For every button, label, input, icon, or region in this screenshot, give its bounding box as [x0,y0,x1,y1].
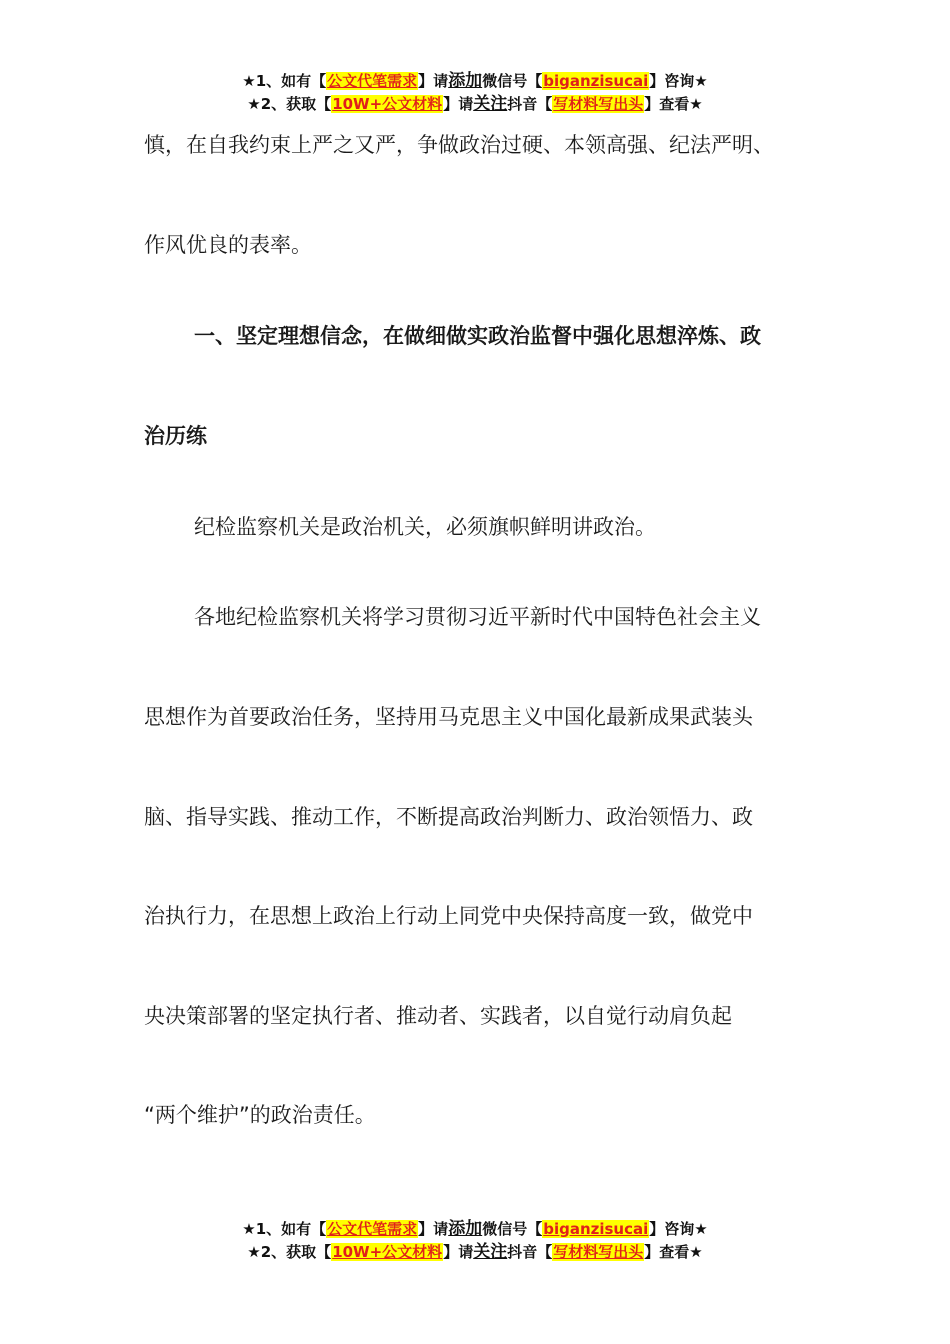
body-line: 作风优良的表率。 [144,233,312,257]
banner-line-1: ★1、如有【公文代笔需求】请添加微信号【biganzisucai】咨询★ [242,71,708,91]
body-line: 脑、指导实践、推动工作，不断提高政治判断力、政治领悟力、政 [144,805,753,829]
banner-line-1: ★1、如有【公文代笔需求】请添加微信号【biganzisucai】咨询★ [242,1219,708,1239]
wechat-id-highlight: biganzisucai [543,1220,649,1238]
body-line: 纪检监察机关是政治机关，必须旗帜鲜明讲政治。 [194,515,656,539]
body-line: 思想作为首要政治任务，坚持用马克思主义中国化最新成果武装头 [144,705,753,729]
follow-emphasis: 关注 [473,94,508,114]
add-emphasis: 添加 [448,71,483,91]
materials-highlight: 10W+公文材料 [332,95,443,113]
banner-line-2: ★2、获取【10W+公文材料】请关注抖音【写材料写出头】查看★ [247,94,703,114]
section-heading: 一、坚定理想信念，在做细做实政治监督中强化思想淬炼、政 [194,324,761,348]
materials-highlight: 10W+公文材料 [332,1243,443,1261]
douyin-id-highlight: 写材料写出头 [553,1243,644,1261]
service-highlight: 公文代笔需求 [327,1220,418,1238]
body-line: 治执行力，在思想上政治上行动上同党中央保持高度一致，做党中 [144,904,753,928]
body-line: 慎，在自我约束上严之又严，争做政治过硬、本领高强、纪法严明、 [144,133,774,157]
service-highlight: 公文代笔需求 [327,72,418,90]
banner-line-2: ★2、获取【10W+公文材料】请关注抖音【写材料写出头】查看★ [247,1242,703,1262]
wechat-id-highlight: biganzisucai [543,72,649,90]
footer-banner [0,1218,950,1264]
section-heading-continued: 治历练 [144,424,207,448]
body-line: 各地纪检监察机关将学习贯彻习近平新时代中国特色社会主义 [194,605,761,629]
douyin-id-highlight: 写材料写出头 [553,95,644,113]
header-banner [0,70,950,116]
body-line: 央决策部署的坚定执行者、推动者、实践者，以自觉行动肩负起 [144,1004,732,1028]
add-emphasis: 添加 [448,1219,483,1239]
body-line: “两个维护”的政治责任。 [144,1103,376,1127]
follow-emphasis: 关注 [473,1242,508,1262]
